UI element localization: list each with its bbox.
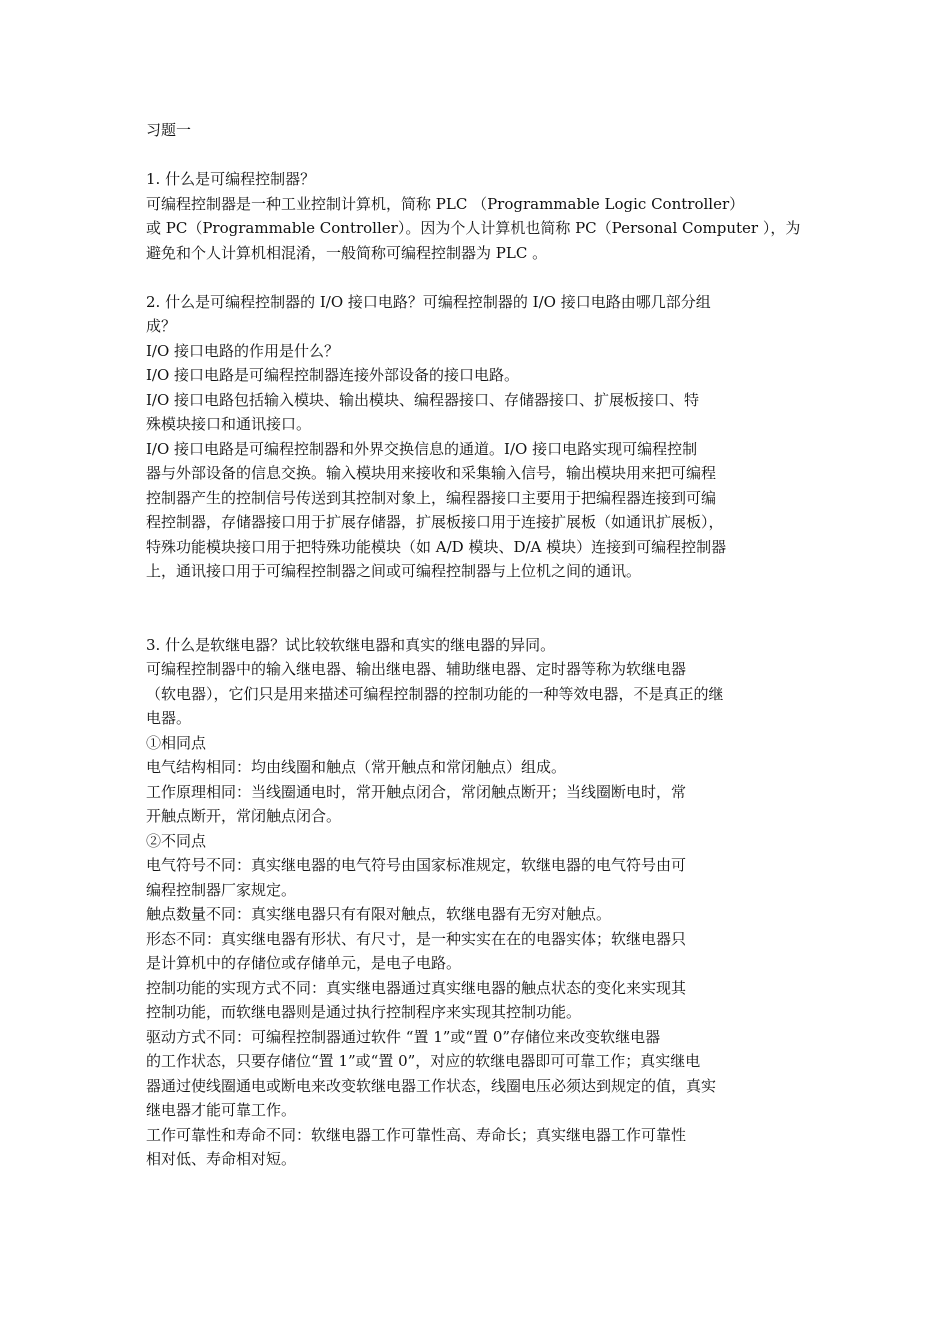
answer-3-line: 工作原理相同：当线圈通电时，常开触点闭合，常闭触点断开；当线圈断电时，常 — [146, 782, 687, 801]
question-2-line: I/O 接口电路的作用是什么？ — [146, 341, 340, 360]
subheading-similarities: ①相同点 — [146, 733, 207, 752]
section-1 — [146, 167, 826, 265]
answer-2-line: 器与外部设备的信息交换。输入模块用来接收和采集输入信号，输出模块用来把可编程 — [146, 464, 717, 482]
answer-3-line: 是计算机中的存储位或存储单元，是电子电路。 — [146, 954, 462, 972]
answer-2-line: I/O 接口电路是可编程控制器连接外部设备的接口电路。 — [146, 366, 520, 384]
section-3 — [146, 633, 826, 1172]
answer-3-line: 形态不同：真实继电器有形状、有尺寸，是一种实实在在的电器实体；软继电器只 — [146, 929, 687, 948]
section-2 — [146, 290, 826, 584]
answer-3-line: 继电器才能可靠工作。 — [146, 1101, 297, 1119]
answer-3-line: 驱动方式不同：可编程控制器通过软件 “置 1”或“置 0”存储位来改变软继电器 — [146, 1027, 661, 1046]
answer-3-line: 触点数量不同：真实继电器只有有限对触点，软继电器有无穷对触点。 — [146, 905, 612, 923]
answer-3-line: 电气符号不同：真实继电器的电气符号由国家标准规定，软继电器的电气符号由可 — [146, 856, 687, 874]
answer-1-line: 可编程控制器是一种工业控制计算机，简称 PLC （Programmable Logic Controller） — [146, 194, 745, 213]
answer-3-line: 编程控制器厂家规定。 — [146, 880, 297, 899]
answer-2-line: 殊模块接口和通讯接口。 — [146, 415, 312, 433]
answer-3-line: 相对低、寿命相对短。 — [146, 1150, 297, 1168]
answer-2-line: 程控制器，存储器接口用于扩展存储器，扩展板接口用于连接扩展板（如通讯扩展板）， — [146, 513, 724, 531]
answer-3-line: 开触点断开，常闭触点闭合。 — [146, 807, 342, 825]
answer-2-line: 控制器产生的控制信号传送到其控制对象上，编程器接口主要用于把编程器连接到可编 — [146, 488, 717, 507]
subheading-differences: ②不同点 — [146, 831, 207, 850]
question-1: 1. 什么是可编程控制器？ — [146, 170, 316, 188]
answer-2-line: I/O 接口电路包括输入模块、输出模块、编程器接口、存储器接口、扩展板接口、特 — [146, 390, 700, 409]
answer-3-line: 电气结构相同：均由线圈和触点（常开触点和常闭触点）组成。 — [146, 758, 567, 776]
question-2-line: 成？ — [146, 317, 177, 335]
spacer — [146, 265, 826, 290]
answer-2-line: I/O 接口电路是可编程控制器和外界交换信息的通道。I/O 接口电路实现可编程控制 — [146, 439, 698, 458]
answer-2-line: 特殊功能模块接口用于把特殊功能模块（如 A/D 模块、D/A 模块）连接到可编程控制器 — [146, 537, 727, 556]
answer-1-line: 避免和个人计算机相混淆，一般简称可编程控制器为 PLC 。 — [146, 243, 548, 262]
answer-2-line: 上，通讯接口用于可编程控制器之间或可编程控制器与上位机之间的通讯。 — [146, 562, 642, 580]
answer-3-line: 可编程控制器中的输入继电器、输出继电器、辅助继电器、定时器等称为软继电器 — [146, 660, 687, 678]
spacer — [146, 143, 826, 168]
answer-3-line: 控制功能的实现方式不同：真实继电器通过真实继电器的触点状态的变化来实现其 — [146, 978, 687, 997]
question-2-line: 2. 什么是可编程控制器的 I/O 接口电路？可编程控制器的 I/O 接口电路由哪几部分组 — [146, 292, 711, 311]
answer-3-line: （软电器），它们只是用来描述可编程控制器的控制功能的一种等效电器，不是真正的继 — [146, 684, 724, 703]
spacer — [146, 584, 826, 633]
answer-1-line: 或 PC（Programmable Controller）。因为个人计算机也简称 PC（Personal Computer ），为 — [146, 219, 801, 237]
document-title: 习题一 — [146, 121, 192, 139]
answer-3-line: 工作可靠性和寿命不同：软继电器工作可靠性高、寿命长；真实继电器工作可靠性 — [146, 1125, 687, 1144]
document-page — [146, 118, 826, 1172]
answer-3-line: 的工作状态，只要存储位“置 1”或“置 0”，对应的软继电器即可可靠工作；真实继电 — [146, 1052, 701, 1070]
answer-3-line: 器通过使线圈通电或断电来改变软继电器工作状态，线圈电压必须达到规定的值，真实 — [146, 1076, 717, 1095]
answer-3-line: 电器。 — [146, 709, 192, 727]
answer-3-line: 控制功能，而软继电器则是通过执行控制程序来实现其控制功能。 — [146, 1003, 582, 1021]
question-3: 3. 什么是软继电器？试比较软继电器和真实的继电器的异同。 — [146, 635, 556, 654]
